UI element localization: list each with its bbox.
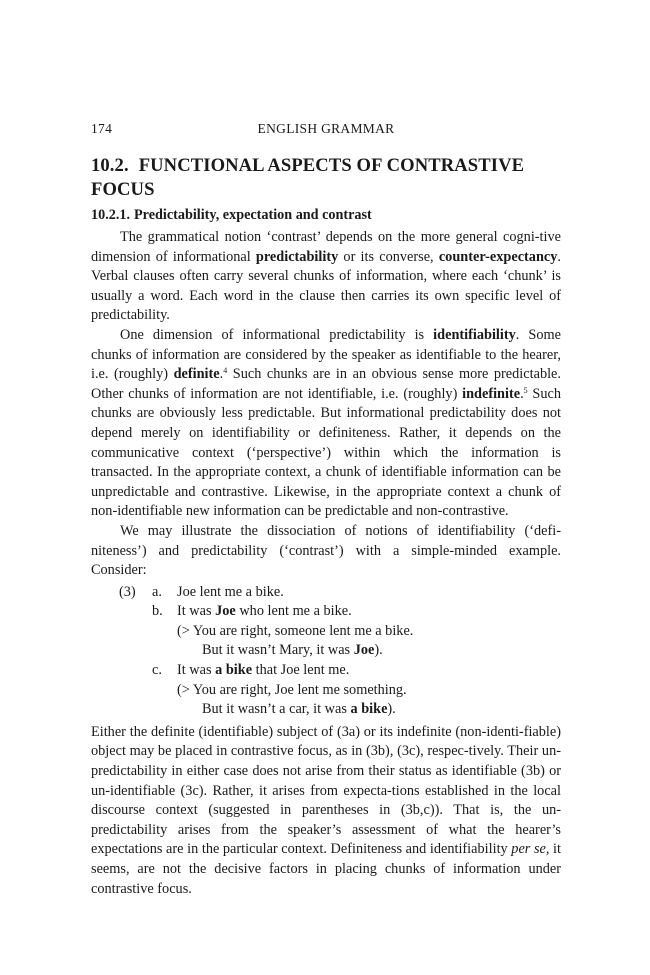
term-indefinite: indefinite [462, 385, 521, 402]
focus-word: Joe [215, 603, 236, 620]
text-run: . [520, 385, 524, 402]
example-context-line [91, 622, 561, 642]
running-header [91, 121, 561, 139]
text-run: But it wasn’t a car, it was [202, 701, 351, 718]
text-run: or its converse, [338, 248, 439, 265]
paragraph-identifiability [91, 326, 561, 522]
example-context: (> You are right, Joe lent me something. [177, 681, 407, 698]
term-identifiability: identifiability [433, 326, 516, 343]
subsection-title: Predictability, expectation and contrast [134, 207, 372, 223]
text-run: that Joe lent me. [252, 662, 350, 679]
text-run: Such chunks are obviously less predictable. But informational predictability does not depend merely on identifiability or definiteness. Rather, it depends on the communicative context (‘perspective’) within which the information is transacted. In the appropriate context, a chunk of identifiable information can be unpredictable and contrastive. Likewise, in the appropriate context a chunk of non-identifiable new information can be predictable and non-contrastive. [91, 385, 562, 520]
example-line [91, 661, 561, 681]
text-run: One dimension of informational predictability is [120, 326, 434, 343]
example-letter: a. [152, 583, 162, 600]
subsection-number: 10.2.1. [91, 207, 131, 223]
text-run: who lent me a bike. [235, 603, 352, 620]
focus-word: Joe [353, 642, 375, 659]
example-context-line [91, 681, 561, 701]
example-context-line [91, 641, 561, 661]
text-run: . Some chunks of information are considered by the speaker as identifiable to the hearer, i.e. (roughly) [91, 326, 561, 383]
example-line [91, 602, 561, 622]
text-run: ). [387, 701, 396, 718]
text-run: , it seems, are not the decisive factors in placing chunks of information under contrastive focus. [91, 841, 561, 897]
page-number: 174 [91, 121, 113, 136]
example-line [91, 583, 561, 603]
text-run: The grammatical notion ‘contrast’ depends on the more general cogni-tive dimension of informational [91, 229, 561, 265]
paragraph-discussion [91, 723, 561, 899]
example-context [202, 700, 396, 720]
italic-term: per se [511, 841, 546, 858]
text-run: . Verbal clauses often carry several chunks of information, where each ‘chunk’ is usually a word. Each word in the clause then carries its own specific level of predictability. [91, 248, 561, 324]
footnote-marker[interactable]: 4 [223, 366, 228, 376]
section-number: 10.2. [91, 155, 129, 176]
text-run: Such chunks are in an obvious sense more predictable. Other chunks of information are not identifiable, i.e. (roughly) [91, 366, 561, 402]
paragraph-predictability [91, 228, 561, 326]
footnote-marker[interactable]: 5 [523, 385, 528, 395]
text-run: Either the definite (identifiable) subject of (3a) or its indefinite (non-identi-fiable) object may be placed in contrastive focus, as in (3b), (3c), respec-tively. Their un-predictability in either case does not arise from their status as identifiable (3b) or un-identifiable (3c). Rather, it arises from expecta-tions established in the local discourse context (suggested in parentheses in (3b,c)). That is, the un-predictability arises from the speaker’s assessment of what the hearer’s expectations are in the particular context. Definiteness and identifiability [91, 723, 561, 858]
text-run: ). [374, 642, 383, 659]
page-body [91, 154, 561, 899]
focus-word: a bike [350, 701, 388, 718]
text-run: It was [177, 662, 216, 679]
example-sentence [177, 602, 352, 622]
example-context: (> You are right, someone lent me a bike. [177, 622, 414, 639]
text-run: . [219, 366, 224, 383]
running-title: ENGLISH GRAMMAR [257, 121, 395, 136]
focus-word: a bike [215, 662, 253, 679]
example-block [91, 583, 561, 720]
section-heading [91, 154, 561, 202]
paragraph-example-intro: We may illustrate the dissociation of notions of identifiability (‘defi-niteness’) and predictability (‘contrast’) with a simple-minded example. Consider: [91, 522, 561, 579]
example-letter: b. [152, 603, 163, 620]
example-sentence: Joe lent me a bike. [177, 583, 284, 600]
term-definite: definite [173, 366, 220, 383]
term-counter-expectancy: counter-expectancy [438, 248, 558, 265]
subsection-heading [91, 205, 561, 225]
example-context-line [91, 700, 561, 720]
example-sentence [177, 661, 349, 681]
example-number: (3) [119, 583, 136, 600]
text-run: It was [177, 603, 216, 620]
text-run: But it wasn’t Mary, it was [202, 642, 354, 659]
term-predictability: predictability [255, 248, 339, 265]
example-context [202, 641, 383, 661]
section-title: FUNCTIONAL ASPECTS OF CONTRASTIVE FOCUS [91, 155, 525, 200]
example-letter: c. [152, 662, 162, 679]
